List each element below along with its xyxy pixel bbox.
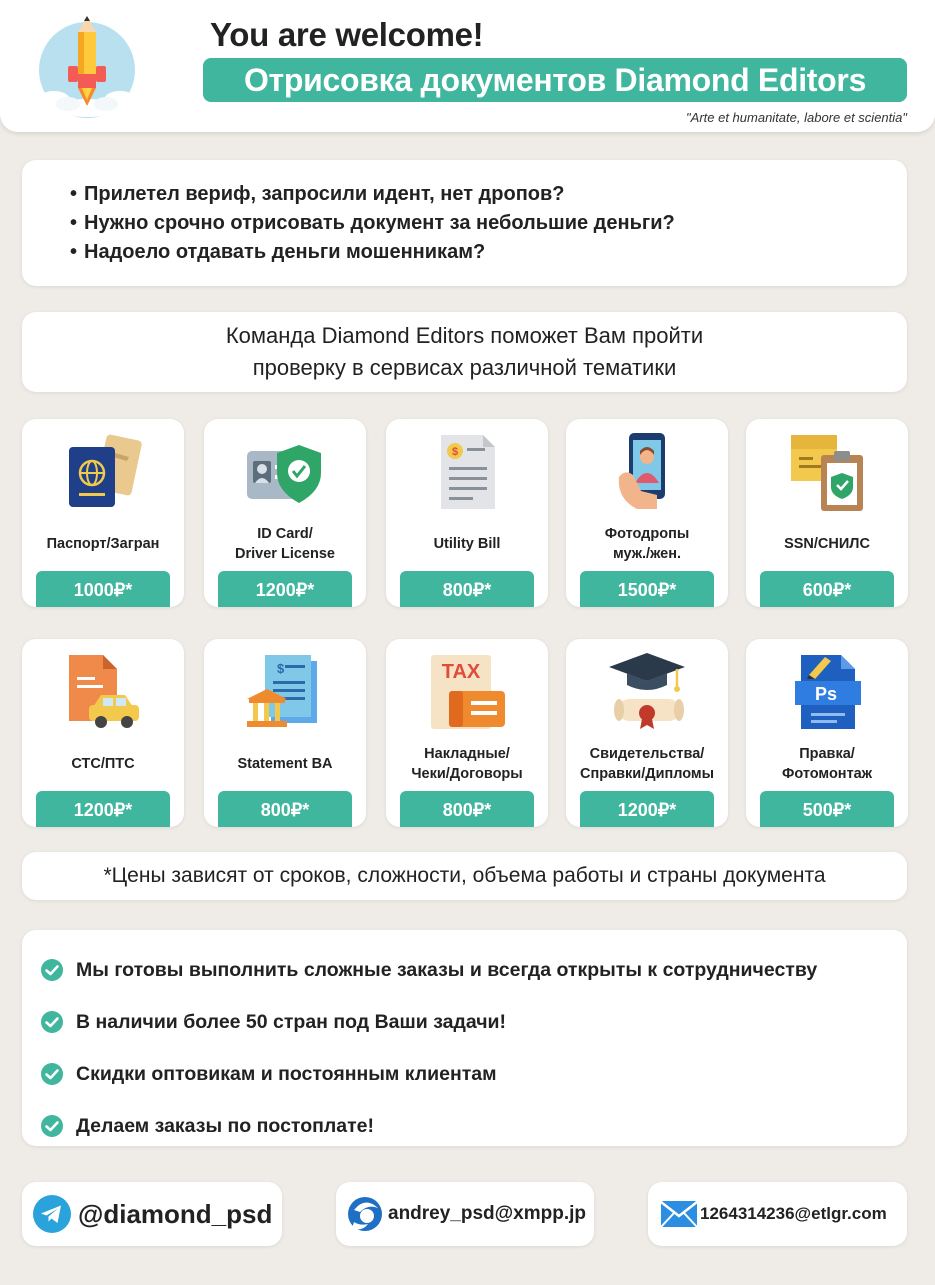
price-button[interactable]: 1200₽* xyxy=(580,791,714,827)
question-item xyxy=(70,238,907,267)
service-label-line: Фотодропы xyxy=(604,526,690,542)
service-label xyxy=(204,739,366,789)
tax-receipt-icon xyxy=(427,651,507,731)
service-tile-photo-drops[interactable] xyxy=(566,419,728,607)
service-label-line: муж./жен. xyxy=(612,546,682,562)
phone-photo-icon xyxy=(607,431,687,511)
bullet: • xyxy=(70,241,78,263)
service-label-line: Driver License xyxy=(235,546,335,562)
service-tile-statement[interactable] xyxy=(204,639,366,827)
svg-text:Ps: Ps xyxy=(815,684,838,704)
email-contact[interactable] xyxy=(648,1182,907,1246)
car-document-icon xyxy=(63,651,143,731)
jabber-contact[interactable] xyxy=(336,1182,594,1246)
team-card xyxy=(22,312,907,392)
service-label xyxy=(22,739,184,789)
feature-item xyxy=(40,1048,907,1100)
feature-text: В наличии более 50 стран под Ваши задачи! xyxy=(76,1010,507,1033)
price-note: *Цены зависят от сроков, сложности, объема работы и страны документа xyxy=(22,852,907,900)
features-card xyxy=(22,930,907,1146)
telegram-icon xyxy=(32,1194,72,1234)
question-text: Нужно срочно отрисовать документ за небольшие деньги? xyxy=(84,212,675,234)
ssn-icon xyxy=(787,431,867,511)
service-label xyxy=(746,519,908,569)
price-button[interactable]: 1200₽* xyxy=(218,571,352,607)
feature-text: Делаем заказы по постоплате! xyxy=(76,1114,375,1137)
service-label-line: SSN/СНИЛС xyxy=(784,536,870,552)
service-label-line: СТС/ПТС xyxy=(71,756,135,772)
check-icon xyxy=(40,958,64,982)
svg-text:$: $ xyxy=(277,661,285,676)
feature-item xyxy=(40,1100,907,1152)
service-tile-photoshop[interactable] xyxy=(746,639,908,827)
jabber-address[interactable]: andrey_psd@xmpp.jp xyxy=(388,1203,587,1224)
check-icon xyxy=(40,1114,64,1138)
questions-card xyxy=(22,160,907,286)
check-icon xyxy=(40,1062,64,1086)
feature-text: Скидки оптовикам и постоянным клиентам xyxy=(76,1062,497,1085)
service-label-line: ID Card/ xyxy=(257,526,313,542)
service-label xyxy=(386,739,548,789)
price-button[interactable]: 600₽* xyxy=(760,571,894,607)
price-button[interactable]: 500₽* xyxy=(760,791,894,827)
service-tile-ssn[interactable] xyxy=(746,419,908,607)
question-text: Надоело отдавать деньги мошенникам? xyxy=(84,241,486,263)
service-tile-certificates[interactable] xyxy=(566,639,728,827)
service-label-line: Чеки/Договоры xyxy=(411,766,523,782)
service-label-line: Справки/Дипломы xyxy=(579,766,715,782)
svg-text:TAX: TAX xyxy=(441,661,481,683)
price-button[interactable]: 1000₽* xyxy=(36,571,170,607)
bullet: • xyxy=(70,183,78,205)
diploma-icon xyxy=(607,651,687,731)
service-label-line: Statement BA xyxy=(237,756,333,772)
service-tile-id-card[interactable] xyxy=(204,419,366,607)
check-icon xyxy=(40,1010,64,1034)
utility-bill-icon xyxy=(427,431,507,511)
rocket-pencil-logo xyxy=(34,14,140,118)
question-text: Прилетел вериф, запросили идент, нет дропов? xyxy=(84,183,565,205)
welcome-title: You are welcome! xyxy=(210,16,484,53)
service-label-line: Паспорт/Загран xyxy=(46,536,160,552)
service-label xyxy=(386,519,548,569)
question-item xyxy=(70,180,907,209)
question-item xyxy=(70,209,907,238)
team-line: проверку в сервисах различной тематики xyxy=(252,355,677,380)
id-card-icon xyxy=(245,431,325,511)
bullet: • xyxy=(70,212,78,234)
passport-icon xyxy=(63,431,143,511)
telegram-contact[interactable] xyxy=(22,1182,282,1246)
feature-item xyxy=(40,944,907,996)
service-label xyxy=(566,739,728,789)
header xyxy=(0,0,935,132)
service-label-line: Правка/ xyxy=(799,746,855,762)
service-label xyxy=(204,519,366,569)
service-tile-invoices[interactable] xyxy=(386,639,548,827)
service-label xyxy=(22,519,184,569)
telegram-handle[interactable]: @diamond_psd xyxy=(78,1198,273,1229)
price-button[interactable]: 800₽* xyxy=(400,791,534,827)
brand-banner: Отрисовка документов Diamond Editors xyxy=(203,58,907,102)
feature-item xyxy=(40,996,907,1048)
feature-text: Мы готовы выполнить сложные заказы и всегда открыты к сотрудничеству xyxy=(76,958,818,981)
mail-icon xyxy=(660,1200,698,1228)
bank-statement-icon xyxy=(245,651,325,731)
service-label xyxy=(566,519,728,569)
service-label-line: Свидетельства/ xyxy=(589,746,705,762)
service-label-line: Фотомонтаж xyxy=(781,766,873,782)
email-address[interactable]: 1264314236@etlgr.com xyxy=(700,1204,887,1223)
service-label xyxy=(746,739,908,789)
svg-text:$: $ xyxy=(451,446,459,458)
service-tile-utility-bill[interactable] xyxy=(386,419,548,607)
price-button[interactable]: 800₽* xyxy=(400,571,534,607)
motto: "Arte et humanitate, labore et scientia" xyxy=(686,110,907,125)
jabber-icon xyxy=(346,1194,384,1234)
price-button[interactable]: 800₽* xyxy=(218,791,352,827)
service-tile-car-docs[interactable] xyxy=(22,639,184,827)
price-button[interactable]: 1500₽* xyxy=(580,571,714,607)
photoshop-file-icon xyxy=(787,651,867,731)
team-line: Команда Diamond Editors поможет Вам пройти xyxy=(225,323,704,348)
service-label-line: Накладные/ xyxy=(424,746,510,762)
price-button[interactable]: 1200₽* xyxy=(36,791,170,827)
service-tile-passport[interactable] xyxy=(22,419,184,607)
service-label-line: Utility Bill xyxy=(433,536,501,552)
